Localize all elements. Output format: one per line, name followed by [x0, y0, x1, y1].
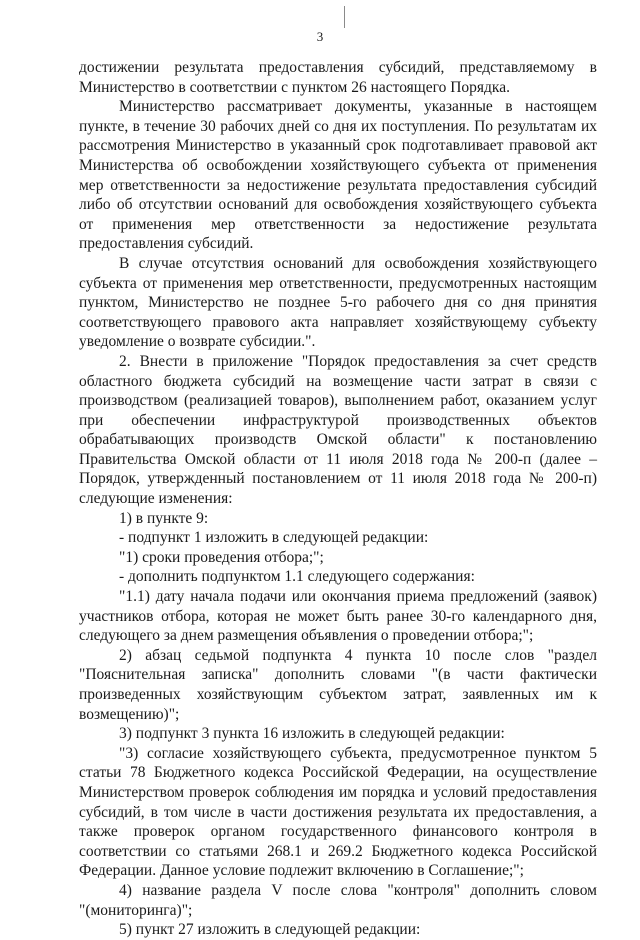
paragraph-line: Министерством проверок соблюдения им порядка и условий предоставления	[79, 783, 597, 801]
paragraph-line: предоставления субсидий.	[79, 235, 254, 253]
paragraph-line: следующие изменения:	[79, 490, 233, 508]
paragraph-line: 2) абзац седьмой подпункта 4 пункта 10 после слов "раздел	[119, 646, 597, 664]
paragraph	[79, 509, 597, 529]
paragraph	[79, 744, 597, 881]
paragraph-line: соответствующего правового акта направляет хозяйствующему субъекту	[79, 313, 597, 331]
paragraph-line: Порядок, утвержденный постановлением от 11 июля 2018 года № 200-п)	[79, 470, 597, 488]
paragraph	[79, 587, 597, 646]
paragraph	[79, 881, 597, 920]
paragraph-line: пунктом, Министерство не позднее 5-го рабочего дня со дня принятия	[79, 294, 597, 312]
paragraph	[79, 352, 597, 509]
paragraph-line: "Пояснительная записка" дополнить словами "(в части фактически	[79, 666, 597, 684]
paragraph	[79, 528, 597, 548]
paragraph-line: произведенных хозяйствующим субъектом затрат, заявленных им к	[79, 686, 597, 703]
paragraph-line: областного бюджета субсидий на возмещение части затрат в связи с	[79, 372, 597, 390]
paragraph-line: "1.1) дату начала подачи или окончания приема предложений (заявок)	[119, 588, 597, 606]
paragraph-line: "(мониторинга)";	[79, 901, 193, 919]
paragraph-line: соответствии со статьями 268.1 и 269.2 Бюджетного кодекса Российской	[79, 842, 597, 860]
paragraph-line: пункте, в течение 30 рабочих дней со дня их поступления. По результатам их	[79, 117, 597, 135]
paragraph-line: "3) согласие хозяйствующего субъекта, предусмотренное пунктом 5	[119, 744, 597, 762]
paragraph-line: также проверок органом государственного финансового контроля в	[79, 823, 597, 841]
paragraph-line: - подпункт 1 изложить в следующей редакции:	[119, 529, 429, 547]
paragraph-line: 2. Внести в приложение "Порядок предоставления за счет средств	[119, 352, 597, 370]
page-top-mark	[344, 6, 345, 28]
paragraph-line: Министерства об освобождении хозяйствующего субъекта от применения	[79, 156, 597, 174]
paragraph-line: субъекта от применения мер ответственности, предусмотренных настоящим	[79, 274, 597, 292]
paragraph	[79, 58, 597, 97]
page-number: 3	[316, 29, 324, 44]
paragraph-line: либо об отсутствии оснований для освобождения хозяйствующего субъекта	[79, 196, 597, 214]
paragraph-line: статьи 78 Бюджетного кодекса Российской Федерации, на осуществление	[79, 764, 597, 782]
paragraph	[79, 254, 597, 352]
paragraph-line: достижении результата предоставления субсидий, представляемому в	[79, 59, 597, 76]
paragraph	[79, 567, 597, 587]
paragraph	[79, 920, 597, 940]
paragraph-line: 3) подпункт 3 пункта 16 изложить в следующей редакции:	[119, 725, 505, 743]
paragraph-line: Правительства Омской области от 11 июля 2018 года № 200-п (далее –	[79, 450, 597, 468]
paragraph-line: рассмотрения Министерство в указанный срок подготавливает правовой акт	[79, 137, 597, 155]
document-body	[79, 58, 597, 940]
paragraph	[79, 646, 597, 724]
paragraph-line: следующего за днем размещения объявления о проведении отбора;";	[79, 627, 534, 645]
paragraph-line: В случае отсутствия оснований для освобождения хозяйствующего	[119, 254, 597, 272]
paragraph-line: Федерации. Данное условие подлежит включению в Соглашение;";	[79, 862, 524, 880]
paragraph-line: субсидий, в том числе в части достижения результата их предоставления, а	[79, 803, 597, 821]
paragraph-line: уведомление о возврате субсидии.".	[79, 333, 316, 351]
paragraph-line: обрабатывающих производств Омской области" к постановлению	[79, 431, 597, 449]
paragraph	[79, 97, 597, 254]
paragraph-line: Министерство рассматривает документы, указанные в настоящем	[119, 98, 597, 116]
paragraph-line: мер ответственности за недостижение результата предоставления субсидий	[79, 176, 597, 194]
paragraph-line: производством (реализацией товаров), выполнением работ, оказанием услуг	[79, 392, 597, 410]
paragraph-line: - дополнить подпунктом 1.1 следующего содержания:	[119, 568, 475, 586]
paragraph-line: Министерство в соответствии с пунктом 26 настоящего Порядка.	[79, 78, 510, 96]
paragraph-line: "1) сроки проведения отбора;";	[119, 548, 324, 566]
paragraph-line: от применения мер ответственности за недостижение результата	[79, 215, 597, 233]
paragraph-line: при обеспечении инфраструктурой производственных объектов	[79, 411, 597, 429]
paragraph	[79, 724, 597, 744]
paragraph-line: 4) название раздела V после слова "контроля" дополнить словом	[119, 881, 597, 899]
paragraph-line: 5) пункт 27 изложить в следующей редакции:	[119, 921, 421, 939]
paragraph-line: возмещению)";	[79, 705, 180, 723]
paragraph-line: 1) в пункте 9:	[119, 509, 209, 527]
paragraph	[79, 548, 597, 568]
paragraph-line: участников отбора, которая не может быть ранее 30-го календарного дня,	[79, 607, 597, 625]
